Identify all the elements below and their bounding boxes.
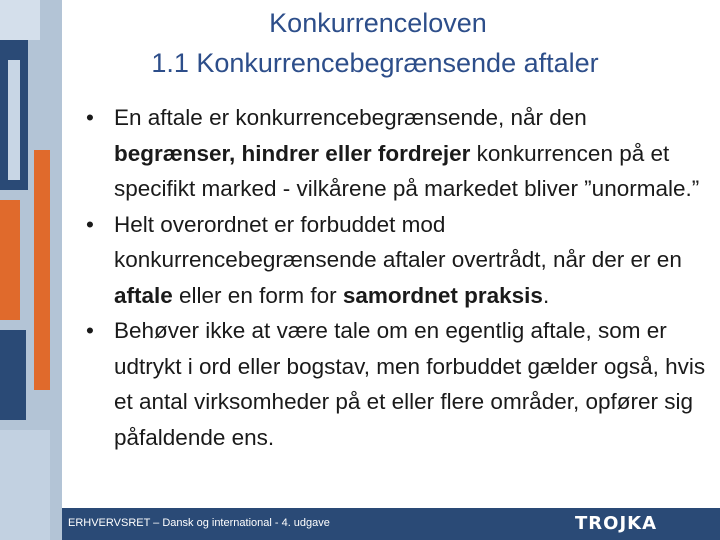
- bullet-item: [86, 100, 714, 207]
- bullet-text: eller en form for: [172, 282, 343, 308]
- bullet-text-bold: begrænser, hindrer eller fordrejer: [114, 140, 471, 166]
- strip-block-light: [0, 430, 50, 540]
- bullet-text: Behøver ikke at være tale om en egentlig aftale, som er udtrykt i ord eller bogstav, men forbuddet gælder også, hvis et antal virksomheder på et eller flere områder, opfører sig påfaldende ens.: [114, 318, 706, 450]
- bullet-text-bold: aftale: [114, 282, 173, 308]
- strip-block-orange: [34, 150, 50, 390]
- trojka-logo: TROJKA: [575, 513, 658, 534]
- strip-block-orange: [0, 200, 20, 320]
- decorative-side-strip: [0, 0, 62, 540]
- strip-block-blue: [0, 330, 26, 420]
- bullet-text-bold: samordnet praksis: [342, 282, 543, 308]
- slide-title: Konkurrenceloven: [269, 8, 487, 38]
- footer-text: ERHVERVSRET – Dansk og international - 4. udgave: [68, 517, 330, 529]
- bullet-text: Helt overordnet er forbuddet mod konkurrencebegrænsende aftaler overtrådt, når der er en: [114, 211, 682, 272]
- slide-subtitle: 1.1 Konkurrencebegrænsende aftaler: [151, 48, 599, 78]
- bullet-list: [86, 100, 714, 455]
- bullet-text: .: [542, 282, 550, 308]
- bullet-item: [86, 207, 714, 314]
- bullet-text: konkurrencen på et specifikt marked - vilkårene på markedet bliver ”unormale.”: [114, 140, 700, 201]
- bullet-item: [86, 313, 714, 455]
- bullet-text: En aftale er konkurrencebegrænsende, når den: [114, 105, 587, 130]
